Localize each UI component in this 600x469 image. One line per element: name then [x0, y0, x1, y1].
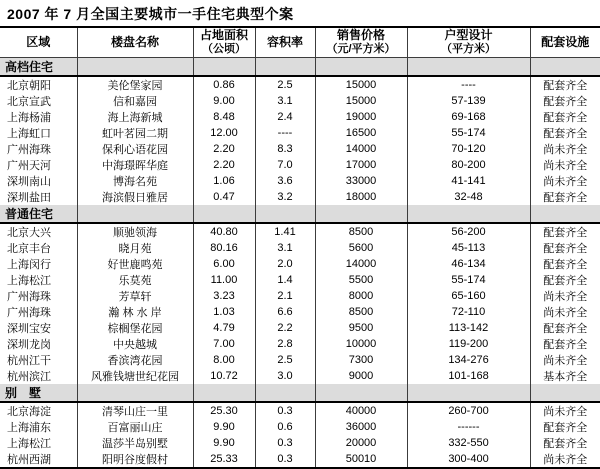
column-header-sale-price: [315, 27, 407, 58]
cell-facilities: 配套齐全: [530, 125, 600, 141]
column-header-label: 容积率: [266, 34, 303, 49]
column-header-property-name: [77, 27, 193, 58]
cell-plot-ratio: 0.3: [255, 435, 315, 451]
cell-region: 上海松江: [7, 438, 51, 450]
cell-land-area: 12.00: [193, 125, 255, 141]
table-row: [0, 240, 600, 256]
column-header-label: 户型设计: [444, 28, 493, 43]
table-row: [0, 336, 600, 352]
cell-plot-ratio: 6.6: [255, 304, 315, 320]
section-empty-cell: [530, 384, 600, 402]
cell-land-area: 1.06: [193, 173, 255, 189]
page-title: 2007 年 7 月全国主要城市一手住宅典型个案: [7, 6, 294, 22]
cell-plot-ratio: 2.1: [255, 288, 315, 304]
cell-plot-ratio: 3.0: [255, 368, 315, 384]
table-row: [0, 189, 600, 205]
cell-property-name: 风雅钱塘世纪花园: [77, 368, 193, 384]
cell-property-name: 博海名苑: [77, 173, 193, 189]
cell-unit-size: 41-141: [407, 173, 530, 189]
cell-plot-ratio: 2.2: [255, 320, 315, 336]
column-header-label: 占地面积: [199, 28, 248, 43]
cell-facilities: 配套齐全: [530, 189, 600, 205]
cell-unit-size: 134-276: [407, 352, 530, 368]
cell-land-area: 40.80: [193, 223, 255, 240]
table-row: [0, 288, 600, 304]
cell-land-area: 4.79: [193, 320, 255, 336]
cell-sale-price: 18000: [315, 189, 407, 205]
cell-land-area: 1.03: [193, 304, 255, 320]
cell-facilities: 尚未齐全: [530, 288, 600, 304]
cell-facilities: 尚未齐全: [530, 304, 600, 320]
cell-facilities: 配套齐全: [530, 240, 600, 256]
cell-sale-price: 9000: [315, 368, 407, 384]
cell-region: 杭州江干: [7, 355, 51, 367]
section-row: [0, 58, 600, 77]
cell-unit-size: 119-200: [407, 336, 530, 352]
table-row: [0, 223, 600, 240]
cell-property-name: 中海璟晖华庭: [77, 157, 193, 173]
header-row: [0, 27, 600, 58]
cell-unit-size: 260-700: [407, 402, 530, 419]
cell-property-name: 保利心语花园: [77, 141, 193, 157]
cell-unit-size: 45-113: [407, 240, 530, 256]
cell-land-area: 2.20: [193, 141, 255, 157]
cell-land-area: 9.00: [193, 93, 255, 109]
cell-sale-price: 50010: [315, 451, 407, 468]
cell-land-area: 6.00: [193, 256, 255, 272]
cell-plot-ratio: 3.1: [255, 240, 315, 256]
cell-facilities: 配套齐全: [530, 76, 600, 93]
cell-sale-price: 15000: [315, 93, 407, 109]
section-title: 别 墅: [0, 384, 77, 402]
cell-region: 上海浦东: [7, 422, 51, 434]
table-row: [0, 419, 600, 435]
table-row: [0, 368, 600, 384]
cell-region: 北京大兴: [7, 227, 51, 239]
cell-land-area: 8.48: [193, 109, 255, 125]
cell-unit-size: 72-110: [407, 304, 530, 320]
cell-facilities: 配套齐全: [530, 223, 600, 240]
column-header-facilities: [530, 27, 600, 58]
cell-sale-price: 5500: [315, 272, 407, 288]
cell-facilities: 尚未齐全: [530, 352, 600, 368]
cell-facilities: 配套齐全: [530, 336, 600, 352]
cell-property-name: 百富丽山庄: [77, 419, 193, 435]
section-row: [0, 384, 600, 402]
section-row: [0, 205, 600, 223]
section-empty-cell: [193, 58, 255, 77]
cell-sale-price: 40000: [315, 402, 407, 419]
cell-sale-price: 14000: [315, 256, 407, 272]
cell-sale-price: 7300: [315, 352, 407, 368]
cell-plot-ratio: 3.6: [255, 173, 315, 189]
cell-sale-price: 15000: [315, 76, 407, 93]
cell-land-area: 25.33: [193, 451, 255, 468]
cell-property-name: 虹叶茗园二期: [77, 125, 193, 141]
column-header-unit: （公顷）: [202, 43, 246, 56]
column-header-land-area: [193, 27, 255, 58]
cell-land-area: 10.72: [193, 368, 255, 384]
cell-plot-ratio: 7.0: [255, 157, 315, 173]
section-empty-cell: [407, 384, 530, 402]
section-empty-cell: [255, 58, 315, 77]
cell-unit-size: 57-139: [407, 93, 530, 109]
cell-unit-size: 300-400: [407, 451, 530, 468]
cell-plot-ratio: 1.41: [255, 223, 315, 240]
section-empty-cell: [315, 384, 407, 402]
section-empty-cell: [315, 58, 407, 77]
cell-facilities: 基本齐全: [530, 368, 600, 384]
cell-unit-size: 55-174: [407, 272, 530, 288]
section-empty-cell: [77, 205, 193, 223]
column-header-unit: （元/平方米）: [326, 43, 396, 56]
table-row: [0, 435, 600, 451]
cell-region: 杭州滨江: [7, 371, 51, 383]
column-header-unit: （平方米）: [441, 43, 496, 56]
cell-property-name: 乐莫苑: [77, 272, 193, 288]
table-row: [0, 451, 600, 468]
cell-facilities: 配套齐全: [530, 272, 600, 288]
cell-region: 广州海珠: [7, 144, 51, 156]
cell-land-area: 80.16: [193, 240, 255, 256]
table-row: [0, 352, 600, 368]
table-body: [0, 58, 600, 469]
cell-region: 上海闵行: [7, 259, 51, 271]
cell-facilities: 尚未齐全: [530, 402, 600, 419]
table-row: [0, 93, 600, 109]
section-empty-cell: [77, 384, 193, 402]
cell-property-name: 芳草轩: [77, 288, 193, 304]
cell-property-name: 阳明谷度假村: [77, 451, 193, 468]
cell-facilities: 配套齐全: [530, 109, 600, 125]
section-title: 高档住宅: [0, 58, 77, 77]
cell-property-name: 清琴山庄一里: [77, 402, 193, 419]
cell-region: 深圳盐田: [7, 192, 51, 204]
cell-plot-ratio: 2.4: [255, 109, 315, 125]
cell-plot-ratio: 1.4: [255, 272, 315, 288]
cell-region: 杭州西湖: [7, 454, 51, 466]
section-empty-cell: [315, 205, 407, 223]
cell-facilities: 配套齐全: [530, 419, 600, 435]
cell-land-area: 9.90: [193, 435, 255, 451]
cell-sale-price: 16500: [315, 125, 407, 141]
cell-facilities: 尚未齐全: [530, 451, 600, 468]
cell-unit-size: 113-142: [407, 320, 530, 336]
cell-unit-size: 32-48: [407, 189, 530, 205]
cell-unit-size: ------: [407, 419, 530, 435]
cell-facilities: 配套齐全: [530, 320, 600, 336]
cell-unit-size: 80-200: [407, 157, 530, 173]
column-header-label: 销售价格: [336, 28, 385, 43]
cell-plot-ratio: 2.0: [255, 256, 315, 272]
cell-unit-size: 46-134: [407, 256, 530, 272]
cell-region: 广州海珠: [7, 291, 51, 303]
cell-region: 北京宣武: [7, 96, 51, 108]
cell-unit-size: 70-120: [407, 141, 530, 157]
cell-sale-price: 20000: [315, 435, 407, 451]
cell-property-name: 中央越城: [77, 336, 193, 352]
cell-unit-size: 55-174: [407, 125, 530, 141]
section-empty-cell: [77, 58, 193, 77]
cell-plot-ratio: 0.6: [255, 419, 315, 435]
cell-sale-price: 9500: [315, 320, 407, 336]
cell-sale-price: 8000: [315, 288, 407, 304]
property-table: [0, 26, 600, 469]
column-header-plot-ratio: [255, 27, 315, 58]
table-row: [0, 125, 600, 141]
cell-property-name: 海滨假日雅居: [77, 189, 193, 205]
section-empty-cell: [530, 205, 600, 223]
cell-land-area: 2.20: [193, 157, 255, 173]
cell-plot-ratio: 2.5: [255, 352, 315, 368]
cell-facilities: 配套齐全: [530, 256, 600, 272]
column-header-unit-size: [407, 27, 530, 58]
cell-land-area: 0.86: [193, 76, 255, 93]
cell-property-name: 信和嘉园: [77, 93, 193, 109]
cell-unit-size: 65-160: [407, 288, 530, 304]
table-row: [0, 173, 600, 189]
cell-region: 广州海珠: [7, 307, 51, 319]
cell-region: 深圳南山: [7, 176, 51, 188]
cell-property-name: 棕榈堡花园: [77, 320, 193, 336]
cell-land-area: 8.00: [193, 352, 255, 368]
cell-property-name: 美伦堡家园: [77, 76, 193, 93]
cell-property-name: 海上海新城: [77, 109, 193, 125]
cell-region: 上海松江: [7, 275, 51, 287]
cell-plot-ratio: 3.2: [255, 189, 315, 205]
cell-property-name: 温莎半岛别墅: [77, 435, 193, 451]
cell-plot-ratio: ----: [255, 125, 315, 141]
cell-unit-size: ----: [407, 76, 530, 93]
column-header-label: 楼盘名称: [110, 34, 159, 49]
table-row: [0, 256, 600, 272]
cell-sale-price: 33000: [315, 173, 407, 189]
cell-sale-price: 14000: [315, 141, 407, 157]
cell-region: 上海虹口: [7, 128, 51, 140]
section-empty-cell: [193, 384, 255, 402]
table-row: [0, 304, 600, 320]
cell-region: 广州天河: [7, 160, 51, 172]
column-header-label: 配套设施: [541, 34, 590, 49]
cell-region: 上海杨浦: [7, 112, 51, 124]
cell-facilities: 配套齐全: [530, 93, 600, 109]
cell-facilities: 配套齐全: [530, 435, 600, 451]
cell-facilities: 尚未齐全: [530, 173, 600, 189]
cell-sale-price: 10000: [315, 336, 407, 352]
column-header-region: [0, 27, 77, 58]
cell-region: 北京丰台: [7, 243, 51, 255]
cell-region: 深圳宝安: [7, 323, 51, 335]
section-empty-cell: [407, 205, 530, 223]
table-row: [0, 157, 600, 173]
section-empty-cell: [530, 58, 600, 77]
table-row: [0, 402, 600, 419]
cell-region: 深圳龙岗: [7, 339, 51, 351]
cell-region: 北京朝阳: [7, 80, 51, 92]
cell-region: 北京海淀: [7, 406, 51, 418]
cell-unit-size: 56-200: [407, 223, 530, 240]
cell-plot-ratio: 0.3: [255, 402, 315, 419]
cell-sale-price: 19000: [315, 109, 407, 125]
cell-land-area: 9.90: [193, 419, 255, 435]
cell-property-name: 顺驰领海: [77, 223, 193, 240]
table-row: [0, 320, 600, 336]
section-title: 普通住宅: [0, 205, 77, 223]
cell-facilities: 尚未齐全: [530, 157, 600, 173]
cell-plot-ratio: 2.5: [255, 76, 315, 93]
cell-plot-ratio: 2.8: [255, 336, 315, 352]
cell-plot-ratio: 8.3: [255, 141, 315, 157]
cell-land-area: 7.00: [193, 336, 255, 352]
cell-plot-ratio: 0.3: [255, 451, 315, 468]
cell-unit-size: 69-168: [407, 109, 530, 125]
cell-land-area: 11.00: [193, 272, 255, 288]
table-row: [0, 272, 600, 288]
column-header-label: 区域: [26, 34, 51, 49]
table-row: [0, 109, 600, 125]
cell-sale-price: 8500: [315, 304, 407, 320]
section-empty-cell: [255, 205, 315, 223]
table-header: [0, 27, 600, 58]
cell-land-area: 25.30: [193, 402, 255, 419]
cell-sale-price: 5600: [315, 240, 407, 256]
table-row: [0, 141, 600, 157]
table-row: [0, 76, 600, 93]
cell-property-name: 香滨湾花园: [77, 352, 193, 368]
cell-property-name: 好世鹿鸣苑: [77, 256, 193, 272]
cell-land-area: 0.47: [193, 189, 255, 205]
cell-unit-size: 332-550: [407, 435, 530, 451]
cell-property-name: 瀚 林 水 岸: [77, 304, 193, 320]
cell-plot-ratio: 3.1: [255, 93, 315, 109]
cell-sale-price: 17000: [315, 157, 407, 173]
cell-sale-price: 36000: [315, 419, 407, 435]
section-empty-cell: [193, 205, 255, 223]
cell-unit-size: 101-168: [407, 368, 530, 384]
cell-property-name: 晓月苑: [77, 240, 193, 256]
cell-sale-price: 8500: [315, 223, 407, 240]
section-empty-cell: [255, 384, 315, 402]
cell-facilities: 尚未齐全: [530, 141, 600, 157]
cell-land-area: 3.23: [193, 288, 255, 304]
section-empty-cell: [407, 58, 530, 77]
